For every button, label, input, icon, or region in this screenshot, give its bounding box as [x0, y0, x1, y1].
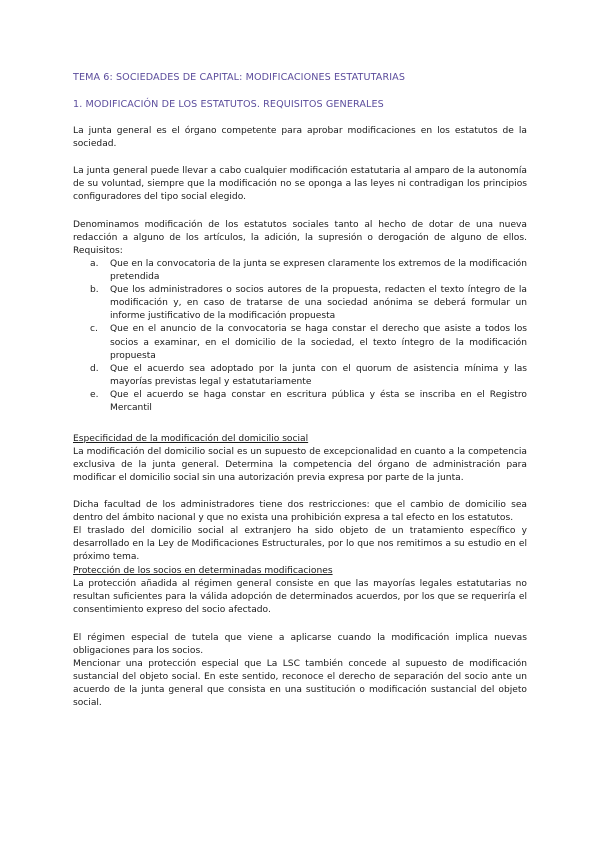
- paragraph: La junta general puede llevar a cabo cualquier modificación estatutaria al amparo de la autonomía de su voluntad, siempre que la modificación no se oponga a las leyes ni contradigan los principios configuradores del tipo social elegido.: [73, 166, 527, 203]
- list-marker: a.: [90, 259, 99, 269]
- paragraph: La junta general es el órgano competente para aprobar modificaciones en los estatutos de la sociedad.: [73, 126, 527, 150]
- list-item: [90, 363, 527, 389]
- paragraph: Dicha facultad de los administradores tiene dos restricciones: que el cambio de domicilio sea dentro del ámbito nacional y que no exista una prohibición expresa a tal efecto en los estatutos.: [73, 500, 527, 524]
- list-item: [90, 323, 527, 362]
- paragraph: La modificación del domicilio social es un supuesto de excepcionalidad en cuanto a la competencia exclusiva de la junta general. Determina la competencia del órgano de administración para modificar el domicilio social sin una autorización previa expresa por parte de la junta.: [73, 447, 527, 484]
- list-item-text: Que en el anuncio de la convocatoria se haga constar el derecho que asiste a todos los socios a examinar, en el domicilio de la sociedad, el texto íntegro de la modificación propuesta: [110, 324, 527, 361]
- list-marker: d.: [90, 363, 99, 374]
- document-title: TEMA 6: SOCIEDADES DE CAPITAL: MODIFICACIONES ESTATUTARIAS: [73, 72, 406, 83]
- requisitos-list: [90, 258, 527, 415]
- list-item-text: Que el acuerdo se haga constar en escritura pública y ésta se inscriba en el Registro Mercantil: [110, 389, 527, 414]
- list-item: [90, 258, 527, 284]
- paragraph: Mencionar una protección especial que La LSC también concede al supuesto de modificación sustancial del objeto social. En este sentido, reconoce el derecho de separación del socio ante un acuerdo de la junta general que consista en una sustitución o modificación sustancial del objeto social.: [73, 659, 527, 709]
- section-heading: 1. MODIFICACIÓN DE LOS ESTATUTOS. REQUISITOS GENERALES: [73, 99, 384, 110]
- list-marker: e.: [90, 389, 99, 400]
- list-item: [90, 389, 527, 415]
- paragraph: El régimen especial de tutela que viene a aplicarse cuando la modificación implica nuevas obligaciones para los socios.: [73, 633, 527, 657]
- list-marker: c.: [90, 324, 98, 335]
- subheading-domicilio: Especificidad de la modificación del domicilio social: [73, 434, 309, 444]
- list-item-text: Que los administradores o socios autores de la propuesta, redacten el texto íntegro de la modificación y, en caso de tratarse de una sociedad anónima se deberá formular un informe justificativo de la modificación propuesta: [110, 285, 527, 322]
- list-marker: b.: [90, 285, 99, 296]
- subheading-proteccion: Protección de los socios en determinadas modificaciones: [73, 566, 333, 576]
- paragraph: La protección añadida al régimen general consiste en que las mayorías legales estatutarias no resultan suficientes para la válida adopción de determinados acuerdos, por los que se requeriría el consentimiento expreso del socio afectado.: [73, 579, 527, 616]
- paragraph: El traslado del domicilio social al extranjero ha sido objeto de un tratamiento específico y desarrollado en la Ley de Modificaciones Estructurales, por lo que nos remitimos a su estudio en el próximo tema.: [73, 526, 527, 563]
- list-item-text: Que el acuerdo sea adoptado por la junta con el quorum de asistencia mínima y las mayorías previstas legal y estatutariamente: [110, 363, 527, 387]
- paragraph: Denominamos modificación de los estatutos sociales tanto al hecho de dotar de una nueva redacción a alguno de los artículos, la adición, la supresión o derogación de alguno de ellos. Requisitos:: [73, 220, 527, 257]
- list-item-text: Que en la convocatoria de la junta se expresen claramente los extremos de la modificación pretendida: [110, 259, 527, 283]
- list-item: [90, 284, 527, 323]
